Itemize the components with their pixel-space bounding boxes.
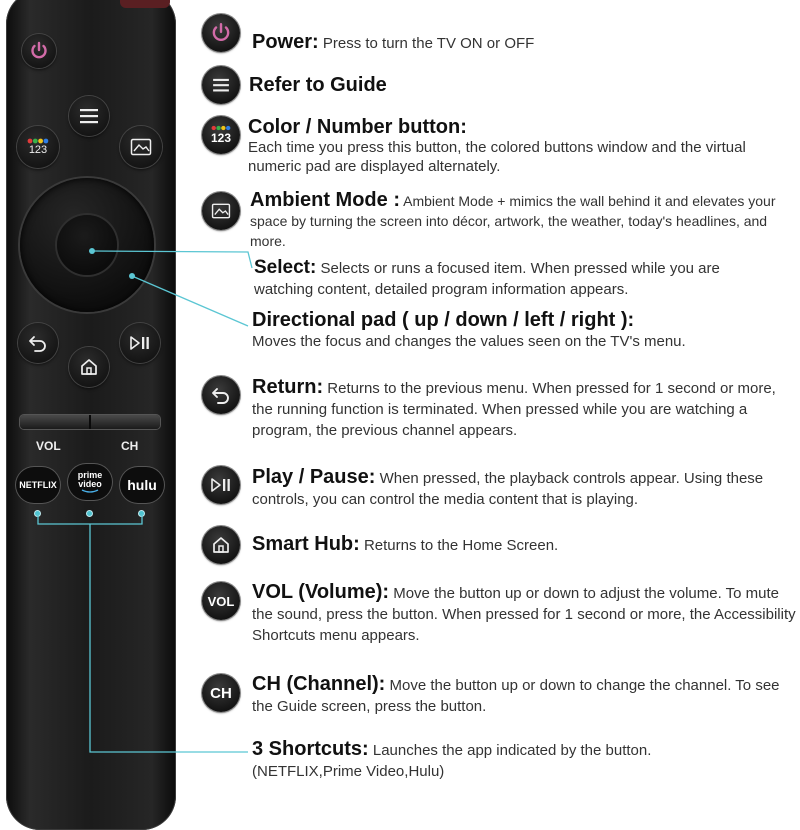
callout-desc: Moves the focus and changes the values seen on the TV's menu. bbox=[252, 333, 686, 350]
callout-ambient-icon bbox=[202, 192, 240, 230]
callout-title: Play / Pause: bbox=[252, 466, 376, 488]
select-dot bbox=[89, 248, 95, 254]
callout-desc: Launches the app indicated by the button. (NETFLIX,Prime Video,Hulu) bbox=[252, 742, 652, 780]
ch-icon: CH bbox=[210, 684, 232, 702]
ambient-mode-icon bbox=[211, 203, 231, 219]
vol-icon: VOL bbox=[207, 593, 235, 609]
callout-play-pause bbox=[252, 467, 797, 510]
callout-title: Smart Hub: bbox=[252, 533, 360, 555]
callout-menu-icon bbox=[202, 66, 240, 104]
callout-ambient bbox=[250, 190, 798, 251]
callout-title: 3 Shortcuts: bbox=[252, 738, 369, 760]
callout-power-icon bbox=[202, 14, 240, 52]
callout-smart-hub bbox=[252, 534, 558, 556]
power-icon bbox=[210, 22, 232, 44]
callout-title: Ambient Mode : bbox=[250, 189, 400, 211]
ch-label: CH bbox=[121, 439, 139, 453]
callout-desc: Ambient Mode + mimics the wall behind it and elevates your space by turning the screen into décor, artwork, the weather, today's headlines, and more. bbox=[250, 193, 776, 249]
prime-label: prime bbox=[77, 469, 103, 480]
callout-play-pause-icon bbox=[202, 466, 240, 504]
callout-volume bbox=[252, 582, 797, 646]
return-icon bbox=[211, 386, 231, 404]
callout-desc: When pressed, the playback controls appear. Using these controls, you can control the media content that is playing. bbox=[252, 470, 764, 508]
callout-desc: Move the button up or down to adjust the volume. To mute the sound, press the button. When pressed for 1 second or more, the Accessibility Shortcuts menu appears. bbox=[252, 585, 796, 644]
callout-title: VOL (Volume): bbox=[252, 581, 390, 603]
callout-desc: Selects or runs a focused item. When pressed while you are watching content, detailed program information appears. bbox=[254, 260, 720, 298]
callout-desc: Move the button up or down to change the channel. To see the Guide screen, press the button. bbox=[252, 677, 780, 715]
color-number-icon-text: 123 bbox=[210, 131, 232, 145]
play-pause-icon bbox=[210, 477, 232, 493]
home-icon bbox=[211, 535, 231, 555]
hulu-label: hulu bbox=[127, 477, 157, 493]
callout-desc: Press to turn the TV ON or OFF bbox=[322, 35, 535, 52]
callout-guide bbox=[249, 75, 387, 97]
callout-title: Select: bbox=[254, 257, 317, 278]
callout-color-number bbox=[248, 117, 778, 176]
callout-shortcuts bbox=[252, 739, 752, 782]
callout-title: Power: bbox=[252, 31, 319, 53]
callout-desc: Returns to the Home Screen. bbox=[363, 537, 559, 554]
netflix-label: NETFLIX bbox=[19, 480, 57, 490]
callout-power bbox=[252, 32, 534, 54]
callout-title: CH (Channel): bbox=[252, 673, 386, 695]
callout-return-icon bbox=[202, 376, 240, 414]
select-leader-line bbox=[92, 251, 252, 268]
callout-channel bbox=[252, 674, 797, 717]
shortcut-bracket-line bbox=[38, 514, 142, 524]
menu-icon bbox=[212, 78, 230, 92]
callout-title: Directional pad ( up / down / left / right ): bbox=[252, 309, 635, 331]
callout-directional-pad bbox=[252, 310, 792, 352]
callout-title: Return: bbox=[252, 376, 324, 398]
callout-title: Refer to Guide bbox=[249, 74, 387, 96]
callout-select bbox=[254, 257, 754, 300]
callout-ch-icon bbox=[202, 674, 240, 712]
callout-desc: Returns to the previous menu. When pressed for 1 second or more, the running function is terminated. When pressed while you are watching a program, the previous channel appears. bbox=[252, 380, 776, 439]
color-number-text: 123 bbox=[28, 144, 48, 156]
callout-desc: Each time you press this button, the colored buttons window and the virtual numeric pad are displayed alternately. bbox=[248, 139, 746, 175]
dpad-dot bbox=[129, 273, 135, 279]
callout-return bbox=[252, 377, 782, 441]
callout-home-icon bbox=[202, 526, 240, 564]
vol-label: VOL bbox=[36, 439, 61, 453]
callout-vol-icon bbox=[202, 582, 240, 620]
callout-color-number-icon bbox=[202, 116, 240, 154]
video-label: video bbox=[78, 478, 102, 489]
callout-title: Color / Number button: bbox=[248, 116, 467, 138]
dpad-leader-line bbox=[132, 276, 248, 326]
